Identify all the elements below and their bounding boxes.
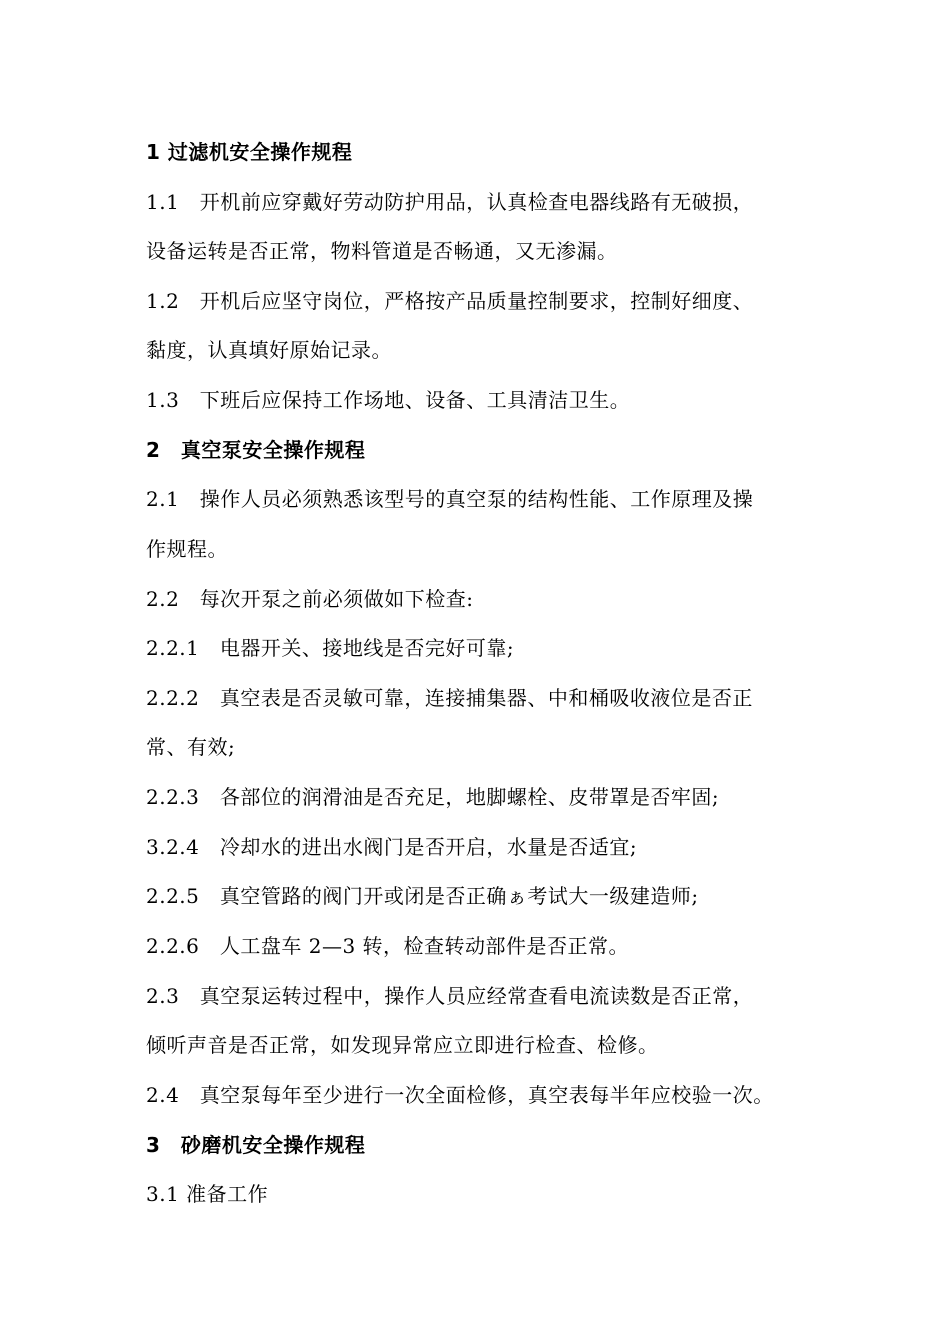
- section-heading-sand-mill: 3 砂磨机安全操作规程: [146, 1133, 366, 1157]
- paragraph-line: 倾听声音是否正常，如发现异常应立即进行检查、检修。: [146, 1033, 659, 1057]
- paragraph-line: 2.2.1 电器开关、接地线是否完好可靠;: [146, 636, 515, 660]
- paragraph-line: 2.1 操作人员必须熟悉该型号的真空泵的结构性能、工作原理及操: [146, 487, 754, 511]
- paragraph-line: 设备运转是否正常，物料管道是否畅通，又无渗漏。: [146, 239, 618, 263]
- section-heading-filter: 1 过滤机安全操作规程: [146, 140, 353, 164]
- paragraph-line: 1.3 下班后应保持工作场地、设备、工具清洁卫生。: [146, 388, 631, 412]
- paragraph-line: 2.2.2 真空表是否灵敏可靠，连接捕集器、中和桶吸收液位是否正: [146, 686, 753, 710]
- paragraph-line: 2.2.3 各部位的润滑油是否充足，地脚螺栓、皮带罩是否牢固;: [146, 785, 720, 809]
- paragraph-line: 3.2.4 冷却水的进出水阀门是否开启，水量是否适宜;: [146, 835, 638, 859]
- paragraph-line: 3.1 准备工作: [146, 1182, 269, 1206]
- paragraph-line: 1.1 开机前应穿戴好劳动防护用品，认真检查电器线路有无破损，: [146, 190, 754, 214]
- section-heading-vacuum-pump: 2 真空泵安全操作规程: [146, 438, 366, 462]
- paragraph-line: 2.4 真空泵每年至少进行一次全面检修，真空表每半年应校验一次。: [146, 1083, 774, 1107]
- paragraph-line: 2.2 每次开泵之前必须做如下检查:: [146, 587, 474, 611]
- paragraph-line: 黏度，认真填好原始记录。: [146, 338, 392, 362]
- paragraph-line: 作规程。: [146, 537, 228, 561]
- paragraph-line: 1.2 开机后应坚守岗位，严格按产品质量控制要求，控制好细度、: [146, 289, 754, 313]
- paragraph-line: 常、有效;: [146, 735, 236, 759]
- paragraph-line: 2.3 真空泵运转过程中，操作人员应经常查看电流读数是否正常，: [146, 984, 754, 1008]
- paragraph-line: 2.2.6 人工盘车 2—3 转，检查转动部件是否正常。: [146, 934, 630, 958]
- paragraph-line: 2.2.5 真空管路的阀门开或闭是否正确ぁ考试大一级建造师;: [146, 884, 699, 908]
